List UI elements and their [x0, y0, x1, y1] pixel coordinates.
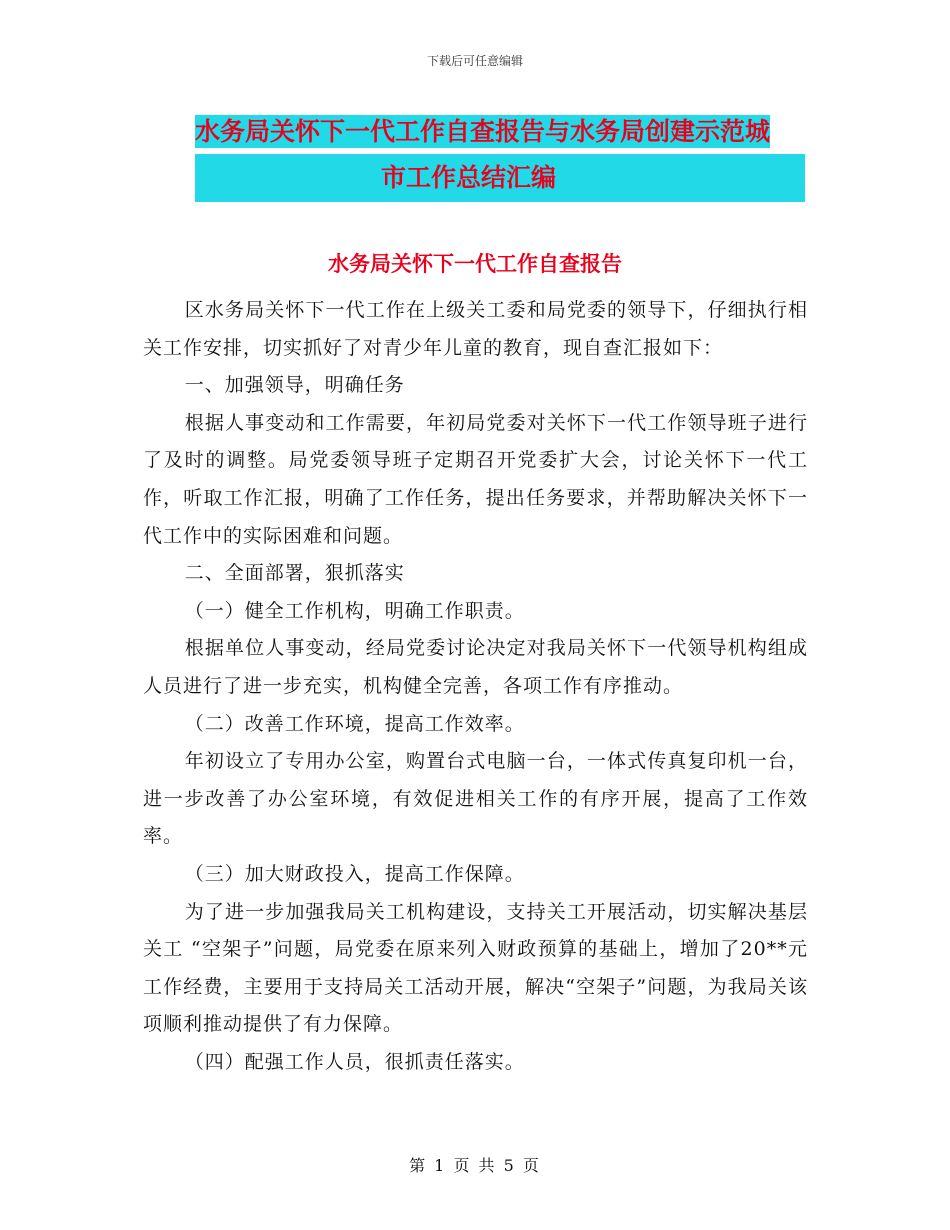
heading-strengthen-leadership: 一、加强领导，明确任务 — [184, 374, 405, 397]
subheading-3: （三）加大财政投入，提高工作保障。 — [184, 862, 525, 885]
paragraph: 年初设立了专用办公室，购置台式电脑一台，一体式传真复印机一台，进一步改善了办公室环境，有效促进相关工作的有序开展，提高了工作效率。 — [143, 750, 808, 848]
heading-full-deployment: 二、全面部署，狠抓落实 — [184, 562, 405, 585]
paragraph: 根据单位人事变动，经局党委讨论决定对我局关怀下一代领导机构组成人员进行了进一步充实，机构健全完善，各项工作有序推动。 — [143, 637, 808, 697]
section-title: 水务局关怀下一代工作自查报告 — [328, 252, 622, 276]
document-title-line-2: 市工作总结汇编 — [381, 163, 557, 192]
subheading-2: （二）改善工作环境，提高工作效率。 — [184, 712, 525, 735]
paragraph: 区水务局关怀下一代工作在上级关工委和局党委的领导下，仔细执行相关工作安排，切实抓好了对青少年儿童的教育，现自查汇报如下： — [143, 299, 808, 359]
subheading-1: （一）健全工作机构，明确工作职责。 — [184, 599, 525, 622]
document-title-line-1: 水务局关怀下一代工作自查报告与水务局创建示范城 — [195, 117, 771, 146]
page-footer: 第 1 页 共 5 页 — [409, 1156, 541, 1175]
header-note: 下载后可任意编辑 — [426, 54, 523, 68]
document-title — [195, 110, 805, 202]
subheading-4: （四）配强工作人员，很抓责任落实。 — [184, 1050, 525, 1073]
paragraph: 为了进一步加强我局关工机构建设，支持关工开展活动，切实解决基层关工 “空架子”问题，局党委在原来列入财政预算的基础上，增加了20**元工作经费，主要用于支持局关工活动开展，解决“空架子”问题，为我局关该项顺利推动提供了有力保障。 — [143, 900, 808, 1036]
paragraph: 根据人事变动和工作需要，年初局党委对关怀下一代工作领导班子进行了及时的调整。局党委领导班子定期召开党委扩大会，讨论关怀下一代工作，听取工作汇报，明确了工作任务，提出任务要求，并帮助解决关怀下一代工作中的实际困难和问题。 — [143, 411, 808, 547]
document-body — [143, 292, 808, 1081]
